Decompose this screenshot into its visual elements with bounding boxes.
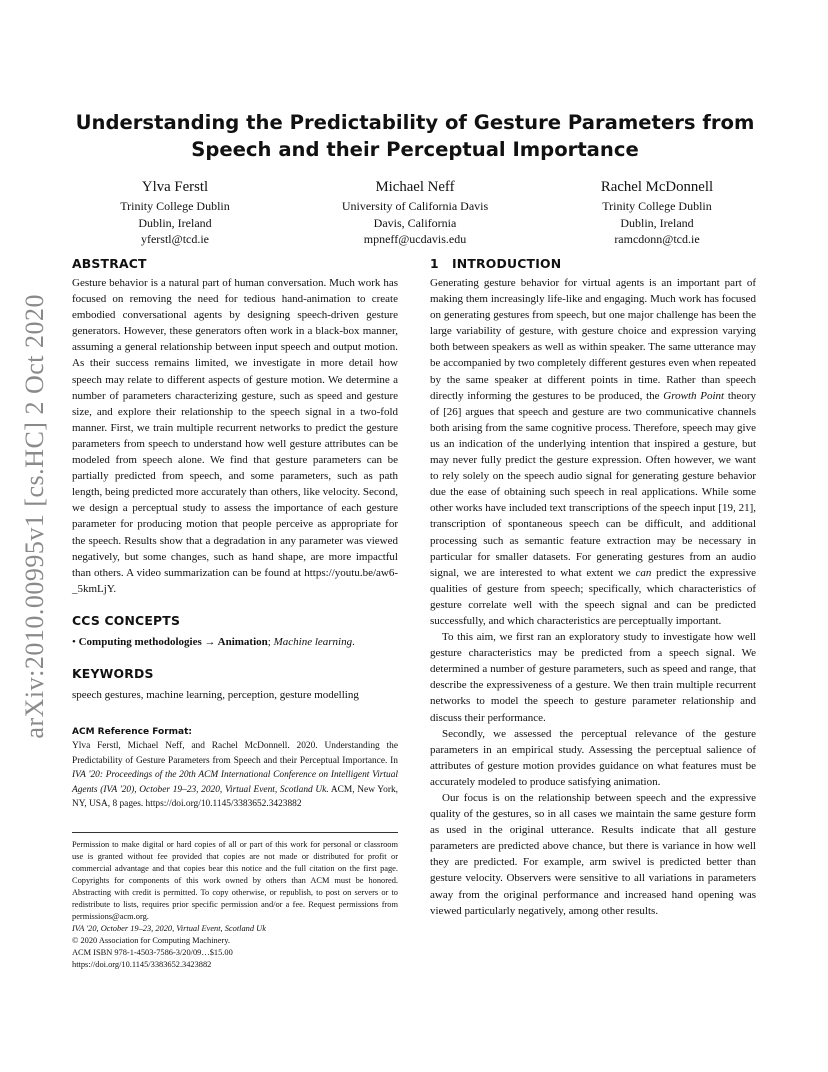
author-affiliation: Trinity College Dublin: [602, 199, 712, 213]
text-run: predict the expressive qualities of gesture from speech; specifically, which characteristics of gesture correlate well with the speech signal and can be predicted successfully, and which characteristics are perceptually important.: [430, 566, 756, 627]
intro-paragraph-4: Our focus is on the relationship between speech and the expressive quality of the gestures, so in all cases we maintain the same gesture form as used in the original utterance. Results indicate that all gesture parameters are predicted above chance, but there is variance in how well they are predicted. For example, arm swivel is predicted better than gesture velocity. Observers were sensitive to all variations in parameters away from the original performance and increased hand opening was viewed particularly negatively, among other results.: [430, 792, 756, 917]
emphasis: Growth Point: [663, 389, 725, 402]
author-location: Dublin, Ireland: [138, 215, 212, 230]
reference-venue: IVA '20: Proceedings of the 20th ACM International Conference on Intelligent Virtual Agents (IVA '20), October 19–23, 2020, Virtual Event, Scotland Uk.: [72, 770, 398, 795]
reference-format-text: [72, 739, 398, 812]
reference-format-label: ACM Reference Format:: [72, 727, 192, 738]
doi-link[interactable]: https://doi.org/10.1145/3383652.3423882: [72, 960, 212, 969]
abstract-heading: ABSTRACT: [72, 256, 147, 271]
arxiv-identifier: arXiv:2010.00995v1 [cs.HC] 2 Oct 2020: [20, 294, 49, 739]
author-email[interactable]: yferstl@tcd.ie: [140, 232, 210, 246]
keywords-heading: KEYWORDS: [72, 665, 154, 681]
author-affiliation: Trinity College Dublin: [120, 199, 230, 213]
permission-venue: IVA '20, October 19–23, 2020, Virtual Event, Scotland Uk: [72, 924, 266, 933]
text-run: theory of [26] argues that speech and gesture are two communicative channels both arising from the same cognitive process. Therefore, speech may give us an indication of the underlying intention that inspired a gesture, but may never fully predict the gesture expression. Often however, we want to rely solely on the speech audio signal for generating gesture behavior due the ease of obtaining such speech in real applications. While some other works have included text transcriptions of the speech input [19, 21], transcription of spontaneous speech can be difficult, and additional processing such as semantic feature extraction may be necessary in particular for smaller datasets. For generating gestures from an audio signal, we are interested to what extent we: [430, 389, 756, 579]
author-name: Rachel McDonnell: [600, 179, 714, 195]
text-run: Generating gesture behavior for virtual agents is an important part of making them increasingly life-like and engaging. Much work has focused on generating gestures from speech, but one major challenge has been the large variability of gesture, with gesture choice and expression varying both between speakers as well as within speaker. The same utterance may be accompanied by two completely different gestures even when repeated by the same speaker at different points in time. Rather than speech directly informing the gestures to be produced, the: [430, 277, 756, 402]
reference-authors: Ylva Ferstl, Michael Neff, and Rachel McDonnell. 2020. Understanding the Predictability of Gesture Parameters from Speech and their Perceptual Importance. In: [72, 741, 398, 766]
author-email[interactable]: ramcdonn@tcd.ie: [614, 232, 700, 246]
section-title: INTRODUCTION: [452, 256, 562, 271]
author-1: [55, 177, 295, 248]
author-location: Dublin, Ireland: [620, 215, 694, 230]
author-location: Davis, California: [373, 215, 457, 230]
author-name: Ylva Ferstl: [141, 179, 209, 195]
abstract-text: Gesture behavior is a natural part of human conversation. Much work has focused on removing the need for tedious hand-animation to create embodied conversational agents by designing speech-driven gesture generators. However, these generators often work in a black-box manner, assuming a general relationship between input speech and output motion. As their success remains limited, we investigate in more detail how speech may relate to different aspects of gesture motion. We determine a number of parameters characterizing gesture, such as speed and gesture size, and explore their relationship to the speech signal in a two-fold manner. First, we train multiple recurrent networks to predict the gesture parameters from speech to understand how well gesture attributes can be modeled from speech alone. We find that gesture parameters can be partially predicted from speech, and some parameters, such as path length, being predicted more accurately than others, like velocity. Second, we design a perceptual study to assess the importance of each gesture parameter for producing motion that people perceive as appropriate for the speech. Results show that a degradation in any parameter was viewed negatively, but some changes, such as hand shape, are more impactful than others. A video summarization can be found at https://youtu.be/aw6-_5kmLjY.: [72, 277, 398, 595]
permission-text: Permission to make digital or hard copies of all or part of this work for personal or classroom use is granted without fee provided that copies are not made or distributed for profit or commercial advantage and that copies bear this notice and the full citation on the first page. Copyrights for components of this work owned by others than ACM must be honored. Abstracting with credit is permitted. To copy otherwise, or republish, to post on servers or to redistribute to lists, requires prior specific permission and/or a fee. Request permissions from permissions@acm.org.: [72, 840, 398, 921]
bullet: •: [72, 635, 76, 648]
separator: ;: [267, 635, 271, 648]
author-affiliation: University of California Davis: [341, 199, 489, 213]
copyright-line: © 2020 Association for Computing Machinery.: [72, 936, 230, 945]
intro-paragraph-3: Secondly, we assessed the perceptual relevance of the gesture parameters in an empirical study. Assessing the perceptual salience of attributes of gesture motion provides guidance on what features must be accurately modeled to produce satisfying animation.: [430, 727, 756, 788]
ccs-heading: CCS CONCEPTS: [72, 612, 181, 628]
author-name: Michael Neff: [375, 179, 455, 195]
keywords-text: speech gestures, machine learning, perception, gesture modelling: [72, 688, 359, 701]
paper-title: Understanding the Predictability of Gesture Parameters from Speech and their Perceptual Importance: [75, 111, 755, 161]
author-email[interactable]: mpneff@ucdavis.edu: [363, 232, 467, 246]
intro-paragraph-2: To this aim, we first ran an exploratory study to investigate how well gesture characteristics may be predicted from a speech signal. We determined a number of gesture parameters, such as speed and range, that describe the expressiveness of a gesture. We then train multiple recurrent networks to model the speech to gesture parameter relationship and discuss their performance.: [430, 631, 756, 724]
permission-block: [72, 839, 398, 971]
period: .: [352, 635, 355, 648]
footnote-divider: [72, 832, 398, 833]
left-column: [72, 256, 398, 812]
section-number: 1: [430, 256, 439, 271]
ccs-secondary: Machine learning: [273, 635, 353, 648]
right-column: [430, 256, 756, 919]
author-2: [295, 177, 535, 248]
intro-paragraph-1: [430, 275, 756, 629]
emphasis: can: [635, 566, 652, 579]
isbn-line: ACM ISBN 978-1-4503-7586-3/20/09…$15.00: [72, 948, 233, 957]
introduction-heading: [430, 256, 756, 272]
ccs-primary: Computing methodologies → Animation: [78, 635, 268, 648]
author-3: [537, 177, 777, 248]
ccs-concept-item: [72, 634, 398, 650]
reference-doi: ACM, New York, NY, USA, 8 pages. https://doi.org/10.1145/3383652.3423882: [72, 784, 398, 810]
